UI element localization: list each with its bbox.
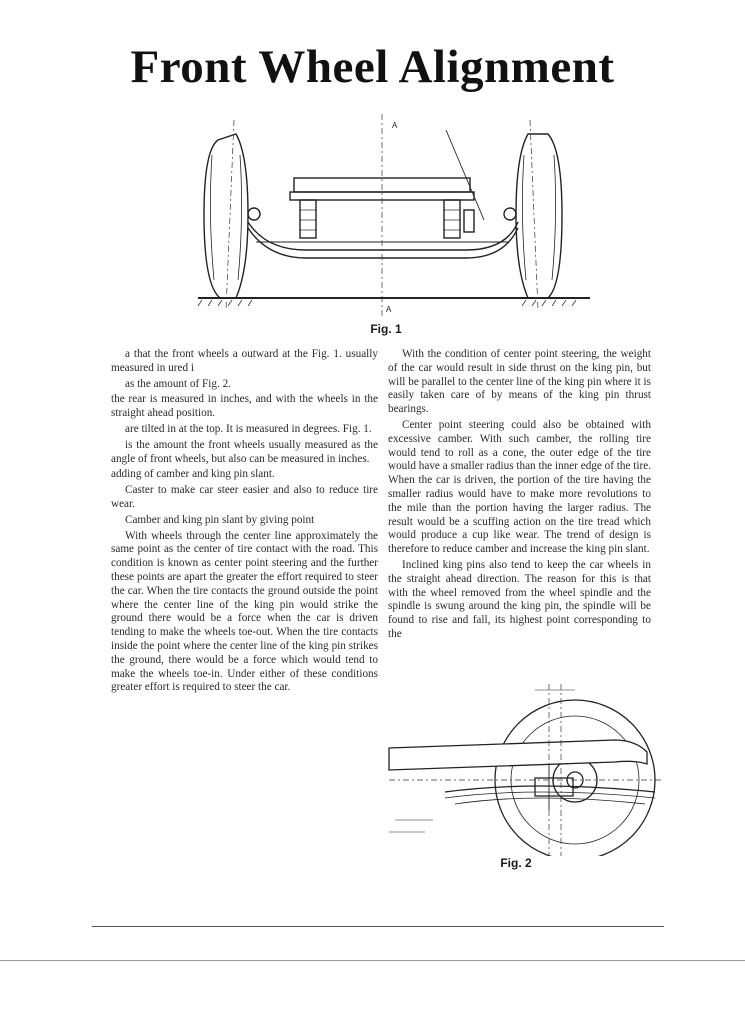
paragraph: Caster to make car steer easier and also to reduce tire wear. — [111, 484, 378, 510]
fig1-label-a-top: A — [392, 121, 398, 130]
front-axle-diagram — [196, 110, 592, 326]
paragraph: Camber and king pin slant by giving point — [125, 513, 315, 526]
fig1-label-a-bottom: A — [386, 305, 392, 314]
right-text-column — [388, 348, 651, 644]
paragraph: as the amount of Fig. 2. — [125, 377, 231, 390]
paragraph: is the amount the front wheels usually measured as the angle of front wheels, but also can be measured in inches. — [111, 438, 378, 465]
paragraph: are tilted in at the top. It is measured in degrees. Fig. 1. — [125, 422, 372, 435]
paragraph: With the condition of center point steering, the weight of the car would result in side thrust on the king pin, but will be parallel to the center line of the king pin where it is easily taken care of by means of the king pin thrust bearings. — [388, 348, 651, 416]
bottom-rule — [92, 926, 664, 927]
paragraph: the rear is measured in inches, and with the wheels in the straight ahead position. — [111, 393, 378, 420]
page-title: Front Wheel Alignment — [130, 41, 615, 93]
paragraph: adding of camber and king pin slant. — [111, 468, 275, 481]
paragraph: Center point steering could also be obtained with excessive camber. With such camber, the rolling tire would tend to roll as a cone, the outer edge of the tire would have a smaller radius than the inner edge of the tire. When the car is driven, the portion of the tire having the smaller radius would have to make more revolutions to the mile than the portion having the larger radius. The result would be a scuffing action on the tire tread which would produce a cup like wear. The trend of design is therefore to reduce camber and increase the king pin slant. — [388, 418, 651, 556]
scan-edge-line — [0, 960, 745, 961]
fig2-caption: Fig. 2 — [500, 856, 532, 870]
fig1-caption: Fig. 1 — [370, 322, 402, 336]
wheel-spindle-diagram — [385, 680, 665, 856]
left-text-column — [111, 348, 378, 697]
paragraph: With wheels through the center line approximately the same point as the center of tire contact with the road. This condition is known as center point steering and the further these points are apart the greater the effort required to steer the car. When the tire contacts the ground outside the point where the center line of the king pin would strike the ground there would be a force when the car is driven tending to make the wheels toe-out. When the tire contacts inside the point where the center line of the king pin strikes the ground, there would be a force which would tend to make the wheels toe-in. Under either of these conditions greater effort is required to steer the car. — [111, 529, 378, 694]
paragraph: a that the front wheels a outward at the Fig. 1. usually measured in ured i — [111, 348, 378, 374]
paragraph: Inclined king pins also tend to keep the car wheels in the straight ahead direction. The reason for this is that with the wheel removed from the wheel spindle and the spindle is swung around the king pin, the spindle will be found to rise and fall, its highest point corresponding to the — [388, 558, 651, 640]
